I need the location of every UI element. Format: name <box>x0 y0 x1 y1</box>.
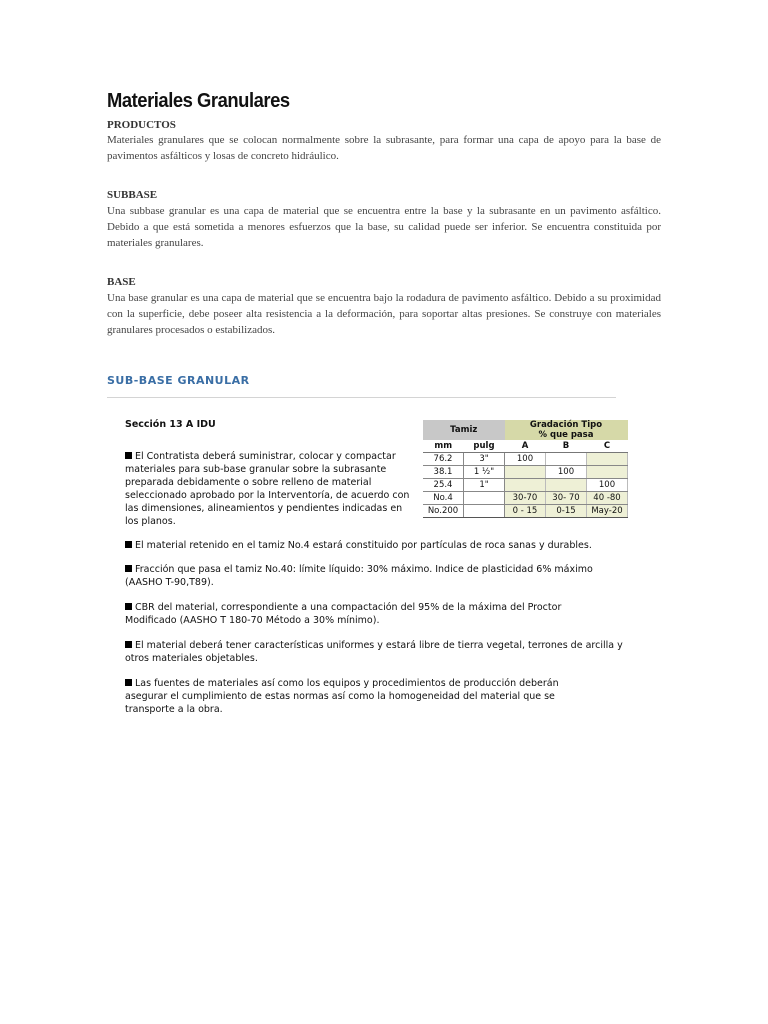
cell-pulg: 1" <box>464 479 505 492</box>
header-tamiz: Tamiz <box>423 420 505 440</box>
cell-b <box>546 453 587 466</box>
bullet-text: Las fuentes de materiales así como los equipos y procedimientos de producción deberán asegurar el cumplimiento de estas normas así como la homogeneidad del material que se transporte a la obra. <box>125 678 559 715</box>
table-row <box>423 505 628 518</box>
section-heading-base: BASE <box>107 276 136 288</box>
cell-a: 100 <box>505 453 546 466</box>
square-bullet-icon <box>125 565 132 572</box>
square-bullet-icon <box>125 641 132 648</box>
cell-b: 30- 70 <box>546 492 587 505</box>
table-row <box>423 492 628 505</box>
table-row <box>423 466 628 479</box>
bullet-item-4 <box>125 601 595 627</box>
square-bullet-icon <box>125 603 132 610</box>
cell-mm: 25.4 <box>423 479 464 492</box>
bullet-text: El Contratista deberá suministrar, colocar y compactar materiales para sub-base granular sobre la subrasante preparada debidamente o sobre relleno de material seleccionado aprobado por la Interventoría, de acuerdo con las dimensiones, alineamientos y pendientes indicadas en los planos. <box>125 451 410 527</box>
header-que-pasa: % que pasa <box>538 430 594 440</box>
table-row <box>423 479 628 492</box>
cell-c <box>587 466 628 479</box>
gradation-table <box>423 420 628 518</box>
bullet-item-5 <box>125 639 625 665</box>
square-bullet-icon <box>125 452 132 459</box>
cell-b: 100 <box>546 466 587 479</box>
col-header-c: C <box>587 440 628 453</box>
bullet-item-3 <box>125 563 595 589</box>
bullet-text: El material retenido en el tamiz No.4 estará constituido por partículas de roca sanas y durables. <box>135 540 592 551</box>
cell-pulg: 1 ½" <box>464 466 505 479</box>
cell-mm: No.200 <box>423 505 464 518</box>
col-header-b: B <box>546 440 587 453</box>
header-gradacion <box>505 420 628 440</box>
bullet-text: El material deberá tener características uniformes y estará libre de tierra vegetal, terrones de arcilla y otros materiales objetables. <box>125 640 623 664</box>
cell-mm: 76.2 <box>423 453 464 466</box>
seccion-label: Sección 13 A IDU <box>125 419 216 430</box>
bullet-text: CBR del material, correspondiente a una compactación del 95% de la máxima del Proctor Modificado (AASHO T 180-70 Método a 30% mínimo). <box>125 602 562 626</box>
cell-c: 40 -80 <box>587 492 628 505</box>
cell-mm: No.4 <box>423 492 464 505</box>
section-body-base: Una base granular es una capa de material que se encuentra bajo la rodadura de pavimento asfáltico. Debido a su proximidad con la superficie, debe poseer alta resistencia a la deformación, para soportar altas presiones. Se construye con materiales granulares procesados o estabilizados. <box>107 292 661 336</box>
bullet-item-2 <box>125 539 645 552</box>
header-gradacion-tipo: Gradación Tipo <box>529 420 603 430</box>
section-heading-productos: PRODUCTOS <box>107 119 176 131</box>
cell-b: 0-15 <box>546 505 587 518</box>
page-title: Materiales Granulares <box>107 90 290 112</box>
cell-b <box>546 479 587 492</box>
bullet-text: Fracción que pasa el tamiz No.40: límite líquido: 30% máximo. Indice de plasticidad 6% máximo (AASHO T-90,T89). <box>125 564 593 588</box>
cell-c: 100 <box>587 479 628 492</box>
section-body-subbase: Una subbase granular es una capa de material que se encuentra entre la base y la subrasante en un pavimento asfáltico. Debido a que está sometida a menores esfuerzos que la base, su calidad puede ser inferior. Se encuentra constituida por materiales granulares. <box>107 205 661 249</box>
cell-pulg: 3" <box>464 453 505 466</box>
cell-pulg <box>464 505 505 518</box>
cell-a <box>505 479 546 492</box>
table-row <box>423 453 628 466</box>
subbase-granular-title: SUB-BASE GRANULAR <box>107 374 250 387</box>
col-header-pulg: pulg <box>464 440 505 453</box>
section-body-productos: Materiales granulares que se colocan normalmente sobre la subrasante, para formar una capa de apoyo para la base de pavimentos asfálticos y losas de concreto hidráulico. <box>107 134 661 162</box>
square-bullet-icon <box>125 541 132 548</box>
col-header-mm: mm <box>423 440 464 453</box>
square-bullet-icon <box>125 679 132 686</box>
cell-c <box>587 453 628 466</box>
bullet-item-1 <box>125 450 417 528</box>
bullet-item-6 <box>125 677 595 716</box>
cell-a: 0 - 15 <box>505 505 546 518</box>
col-header-a: A <box>505 440 546 453</box>
cell-a: 30-70 <box>505 492 546 505</box>
cell-pulg <box>464 492 505 505</box>
cell-mm: 38.1 <box>423 466 464 479</box>
cell-a <box>505 466 546 479</box>
section-heading-subbase: SUBBASE <box>107 189 158 201</box>
cell-c: May-20 <box>587 505 628 518</box>
divider <box>107 397 616 398</box>
